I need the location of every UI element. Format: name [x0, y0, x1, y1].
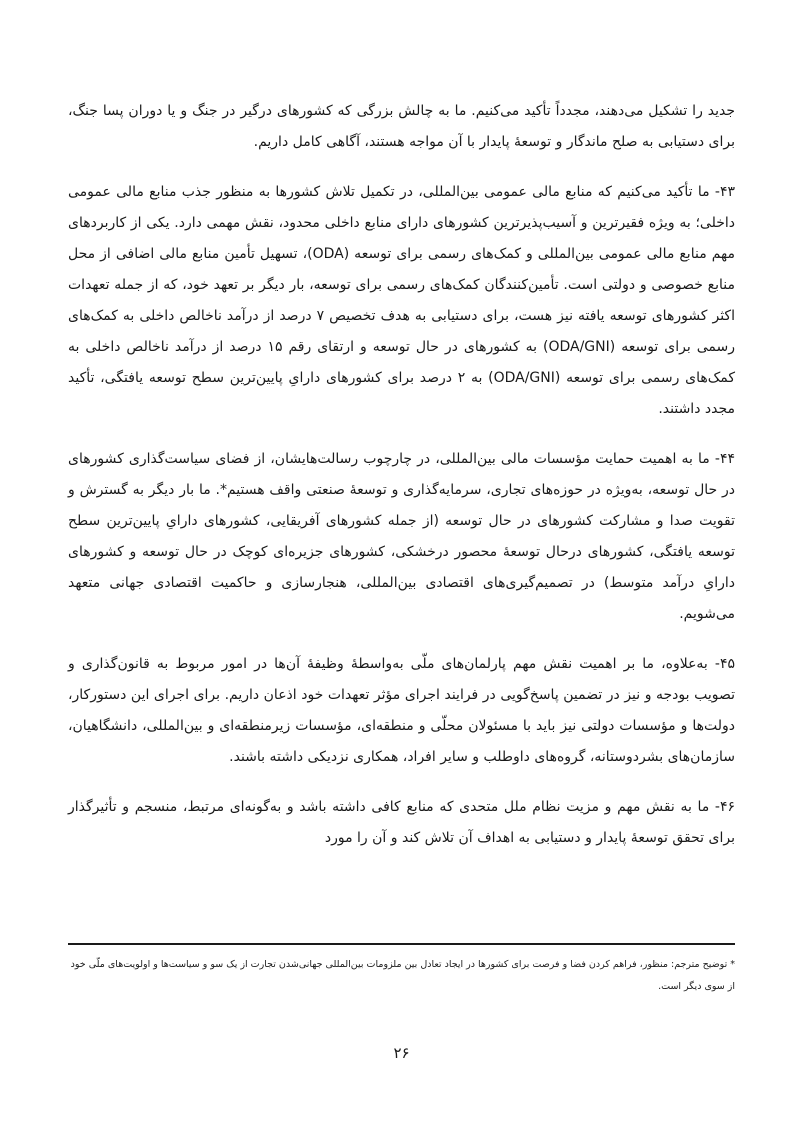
footnote: * توضیح مترجم: منظور، فراهم کردن فضا و فرصت برای کشورها در ایجاد تعادل بین ملزومات بین‌المللی جهانی‌شدن تجارت از یک سو و سیاست‌ها و اولویت‌های ملّی خود از سوی دیگر است. [70, 959, 735, 992]
paragraph-43: ۴۳- ما تأکید می‌کنیم که منابع مالی عمومی بین‌المللی، در تکمیل تلاش کشورها به منظور جذب منابع مالی عمومی داخلی؛ به ویژه فقیرترین و آسیب‌پذیرترین کشورهای دارای منابع داخلی محدود، نقش مهمی دارد. یکی از کاربردهای مهم منابع مالی عمومی بین‌المللی و کمک‌های رسمی برای توسعه (ODA)، تسهیل تأمین منابع مالی اضافی از محل منابع خصوصی و دولتی است. تأمین‌کنندگان کمک‌های رسمی برای توسعه، بار دیگر بر تعهد خود، که از جمله تعهدات اکثر کشورهای توسعه یافته نیز هست، برای دستیابی به هدف تخصیص ۷ درصد از درآمد ناخالص داخلی به کمک‌های رسمی برای توسعه (ODA/GNI) به کشورهای در حال توسعه و ارتقای رقم ۱۵ درصد از درآمد ناخالص داخلی به کمک‌های رسمی برای توسعه (ODA/GNI) به ۲ درصد برای کشورهای دارایِ پایین‌ترین سطح توسعه یافتگی، تأکید مجدد داشتند. [68, 184, 736, 417]
paragraph-continued: جدید را تشکیل می‌دهند، مجدداً تأکید می‌کنیم. ما به چالش بزرگی که کشورهای درگیر در جنگ و یا دوران پسا جنگ، برای دستیابی به صلح ماندگار و توسعهٔ پایدار با آن مواجه هستند، آگاهی کامل داریم. [68, 103, 735, 150]
paragraph-46: ۴۶- ما به نقش مهم و مزیت نظام ملل متحدی که منابع کافی داشته باشد و به‌گونه‌ای مرتبط، منسجم و تأثیرگذار برای تحقق توسعهٔ پایدار و دستیابی به اهداف آن تلاش کند و آن را مورد [68, 799, 735, 846]
page-number: ۲۶ [393, 1044, 410, 1062]
document-body [68, 96, 735, 873]
footnote-divider [68, 943, 735, 945]
paragraph-44: ۴۴- ما به اهمیت حمایت مؤسسات مالی بین‌المللی، در چارچوب رسالت‌هایشان، از فضای سیاست‌گذاری کشورهای در حال توسعه، به‌ویژه در حوزه‌های تجاری، سرمایه‌گذاری و توسعهٔ صنعتی واقف هستیم*. ما بار دیگر به گسترش و تقویت صدا و مشارکت کشورهای در حال توسعه (از جمله کشورهای آفریقایی، کشورهای دارایِ پایین‌ترین سطح توسعه یافتگی، کشورهای درحال توسعهٔ محصور درخشکی، کشورهای جزیره‌ای کوچک در حال توسعه و کشورهای دارایِ درآمد متوسط) در تصمیم‌گیری‌های اقتصادی بین‌المللی، هنجارسازی و حاکمیت اقتصادی جهانی متعهد می‌شویم. [68, 451, 735, 622]
paragraph-45: ۴۵- به‌علاوه، ما بر اهمیت نقش مهم پارلمان‌های ملّی به‌واسطهٔ وظیفهٔ آن‌ها در امور مربوط به قانون‌گذاری و تصویب بودجه و نیز در تضمین پاسخ‌گویی در فرایند اجرای مؤثر تعهدات خود اذعان داریم. برای اجرای این دستورکار، دولت‌ها و مؤسسات دولتی نیز باید با مسئولان محلّی و منطقه‌ای، مؤسسات زیرمنطقه‌ای و بین‌المللی، دانشگاهیان، سازمان‌های بشردوستانه، گروه‌های داوطلب و سایر افراد، همکاری نزدیکی داشته باشند. [68, 656, 735, 765]
